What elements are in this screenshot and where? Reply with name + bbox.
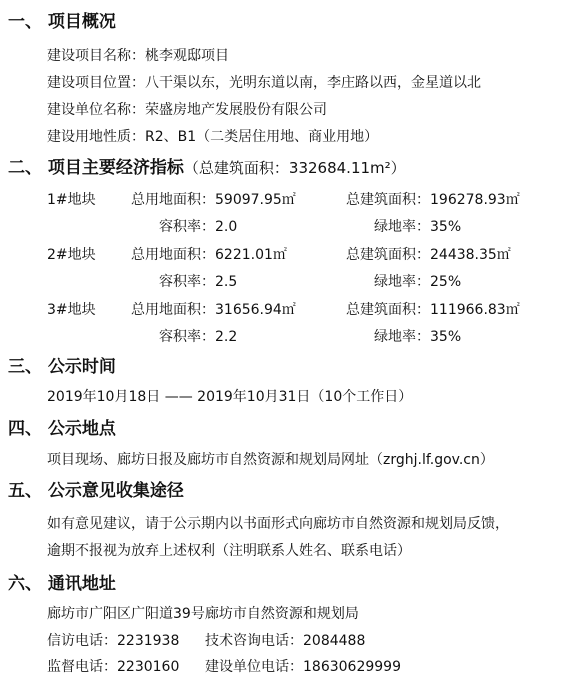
plot-green-ratio: 绿地率：35%	[374, 219, 462, 235]
plot-building-area: 总建筑面积：111966.83㎡	[346, 302, 520, 318]
plot-name: 1#地块	[47, 192, 96, 208]
plot-building-area: 总建筑面积：196278.93㎡	[346, 192, 520, 208]
plot-land-area: 总用地面积：59097.95㎡	[131, 192, 296, 208]
section-heading-location: 四、 公示地点	[8, 419, 116, 439]
developer-line: 建设单位名称：荣盛房地产发展股份有限公司	[47, 102, 327, 118]
plot-green-ratio: 绿地率：35%	[374, 329, 462, 345]
plot-land-area: 总用地面积：6221.01㎡	[131, 247, 287, 263]
feedback-line: 逾期不报视为放弃上述权利（注明联系人姓名、联系电话）	[47, 543, 411, 559]
developer-phone: 建设单位电话：18630629999	[205, 659, 401, 675]
publicity-location: 项目现场、廊坊日报及廊坊市自然资源和规划局网址（zrghj.lf.gov.cn）	[47, 452, 494, 468]
plot-green-ratio: 绿地率：25%	[374, 274, 462, 290]
plot-building-area: 总建筑面积：24438.35㎡	[346, 247, 511, 263]
plot-far: 容积率：2.5	[159, 274, 238, 290]
contact-address: 廊坊市广阳区广阳道39号廊坊市自然资源和规划局	[47, 606, 359, 622]
complaint-phone: 信访电话：2231938	[47, 633, 180, 649]
section-heading-contact: 六、 通讯地址	[8, 574, 116, 594]
project-location-line: 建设项目位置：八干渠以东，光明东道以南，李庄路以西，金星道以北	[47, 75, 481, 91]
publicity-period: 2019年10月18日 —— 2019年10月31日（10个工作日）	[47, 389, 413, 405]
total-floor-area-note: （总建筑面积：332684.11m²）	[183, 159, 406, 177]
section-heading-indicators-title: 二、 项目主要经济指标	[8, 158, 184, 178]
section-heading-period: 三、 公示时间	[8, 357, 116, 377]
plot-far: 容积率：2.0	[159, 219, 238, 235]
section-heading-overview: 一、 项目概况	[8, 12, 116, 32]
feedback-line: 如有意见建议，请于公示期内以书面形式向廊坊市自然资源和规划局反馈，	[47, 516, 509, 532]
plot-far: 容积率：2.2	[159, 329, 238, 345]
plot-land-area: 总用地面积：31656.94㎡	[131, 302, 296, 318]
section-heading-feedback: 五、 公示意见收集途径	[8, 481, 184, 501]
supervision-phone: 监督电话：2230160	[47, 659, 180, 675]
project-name-line: 建设项目名称：桃李观邸项目	[47, 48, 229, 64]
tech-consult-phone: 技术咨询电话：2084488	[205, 633, 366, 649]
plot-name: 2#地块	[47, 247, 96, 263]
section-heading-indicators	[8, 157, 406, 179]
land-use-line: 建设用地性质：R2、B1（二类居住用地、商业用地）	[47, 129, 379, 145]
plot-name: 3#地块	[47, 302, 96, 318]
